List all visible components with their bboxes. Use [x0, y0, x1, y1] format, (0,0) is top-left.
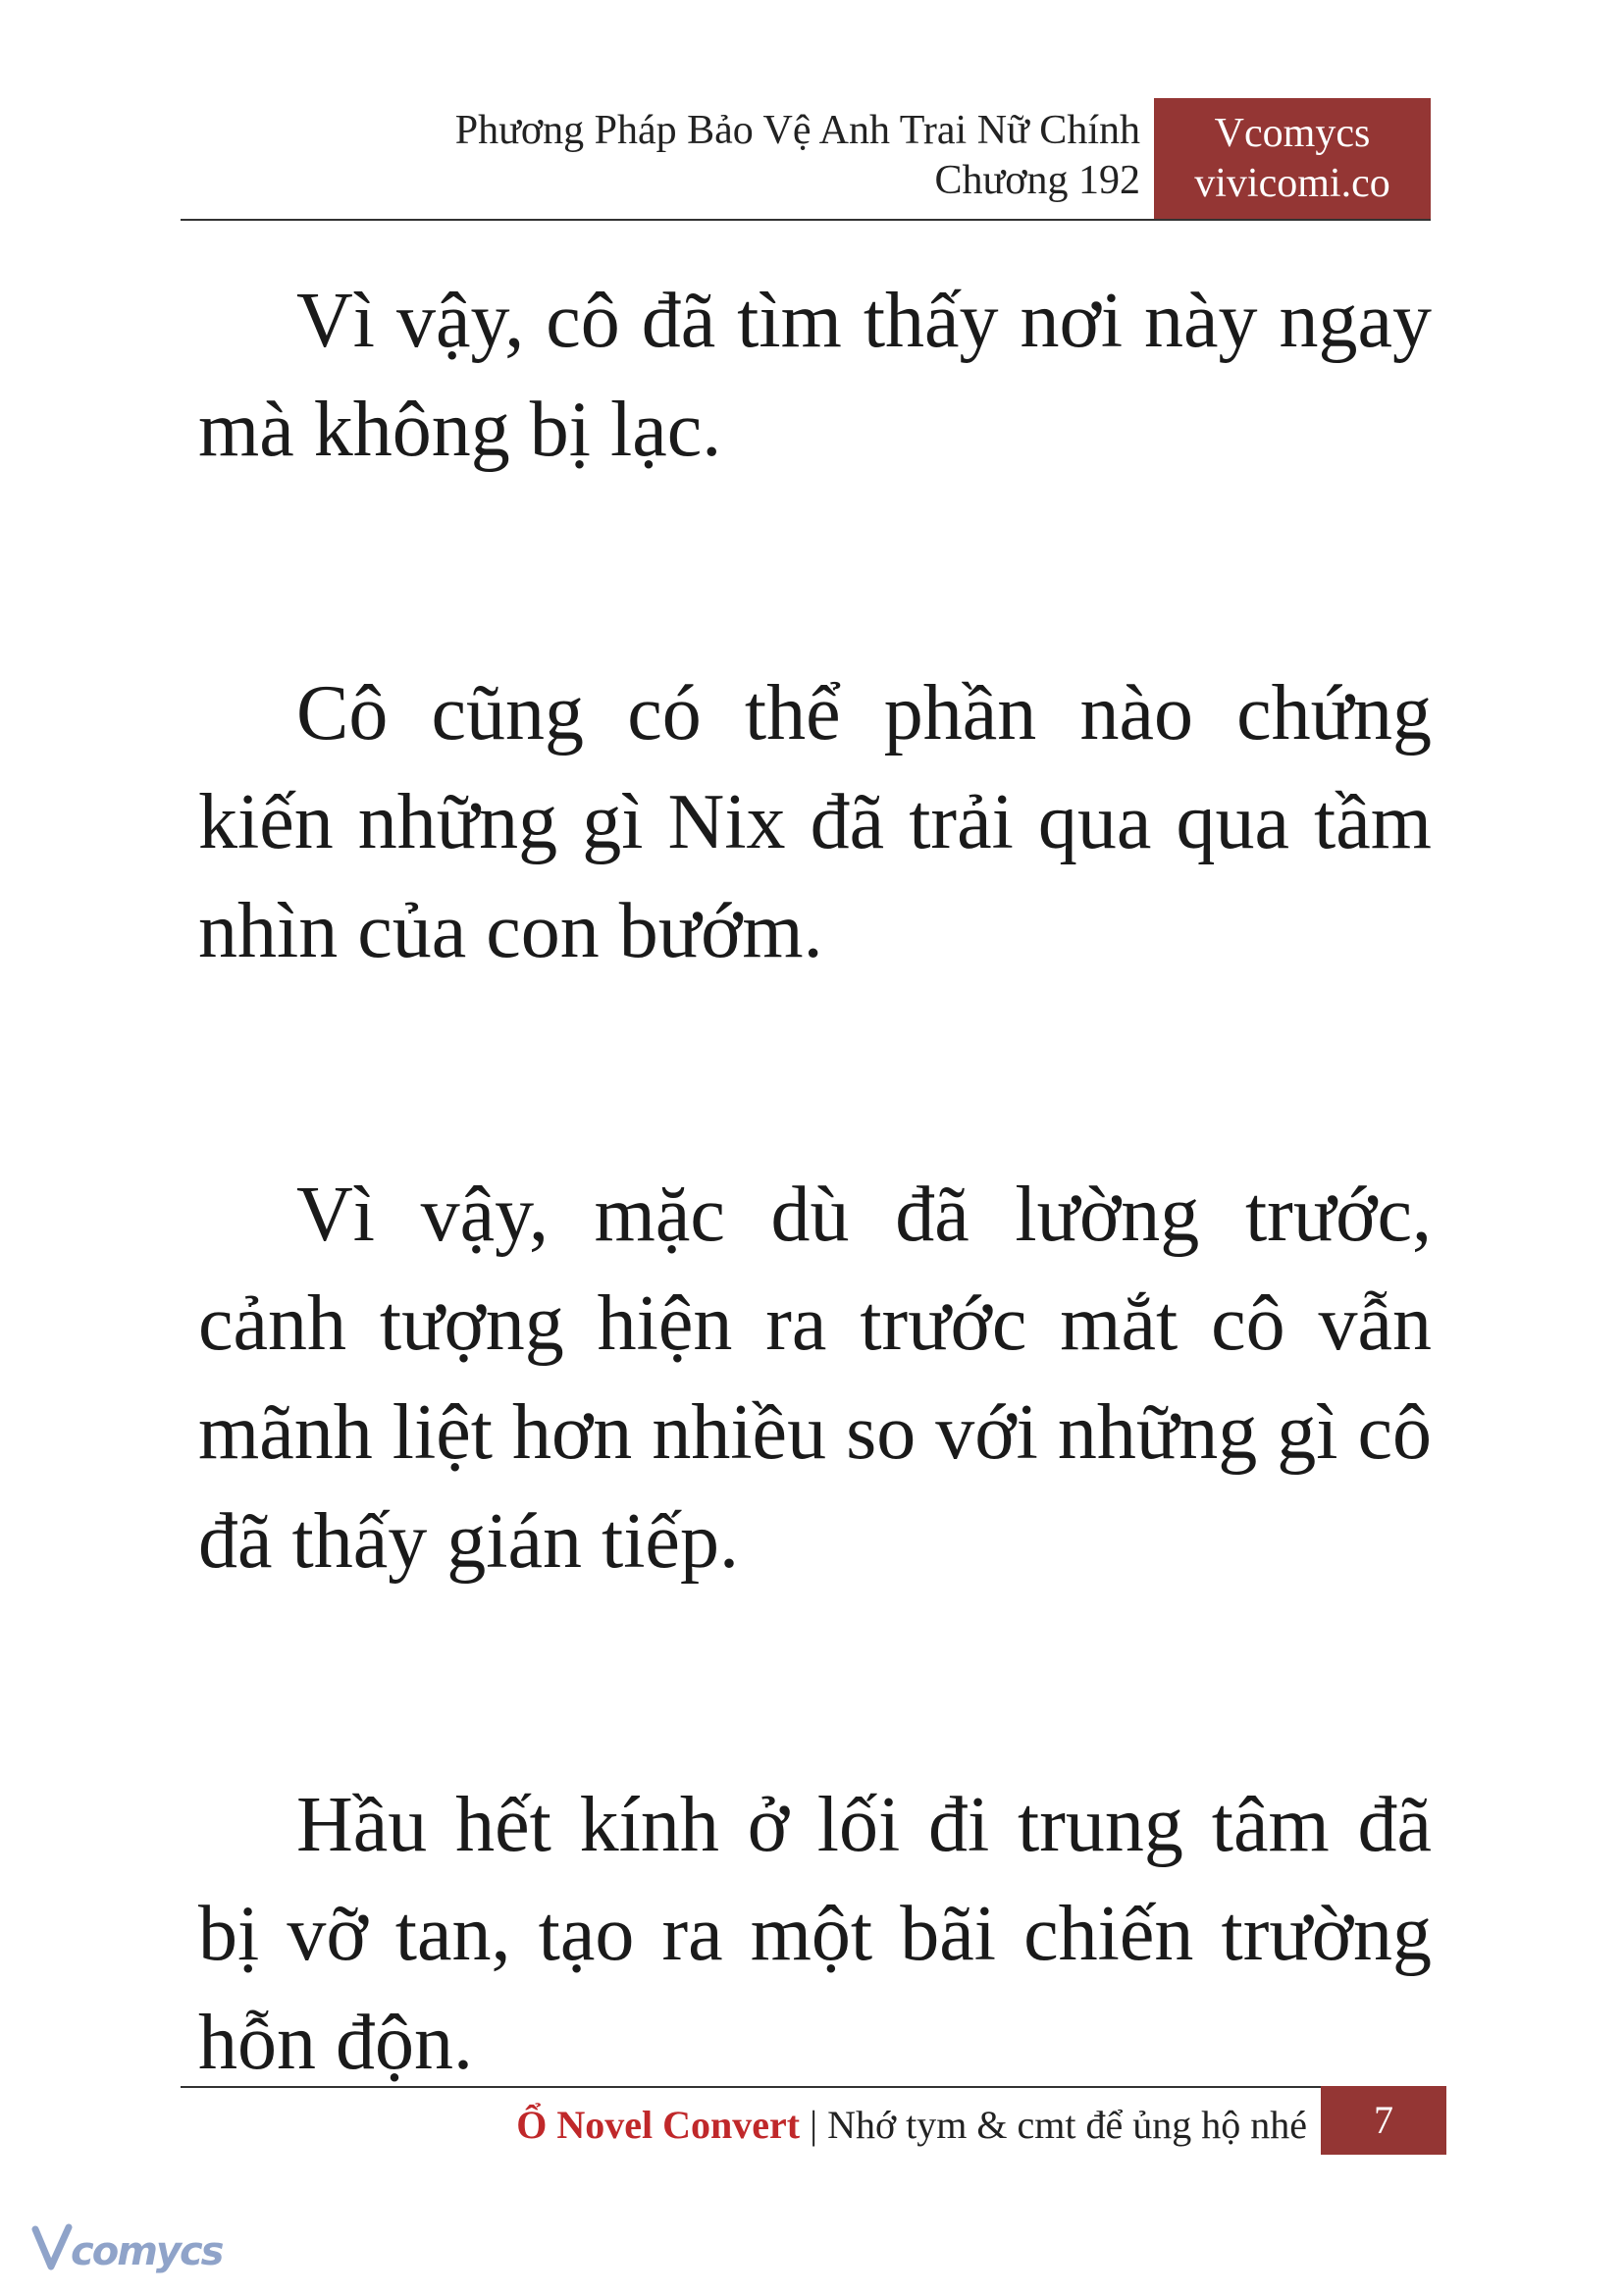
page-number: 7 [1321, 2086, 1446, 2155]
badge-site-url: vivicomi.co [1194, 161, 1390, 206]
footer-brand: Ổ Novel Convert [516, 2103, 801, 2147]
site-badge [1154, 98, 1431, 220]
paragraph-1: Vì vậy, cô đã tìm thấy nơi này ngay mà không bị lạc. [198, 278, 1432, 473]
watermark-logo-icon [29, 2219, 255, 2278]
vcomycs-watermark-logo [29, 2219, 255, 2278]
badge-site-name: Vcomycs [1214, 111, 1371, 156]
chapter-body [198, 267, 1432, 2098]
header-divider [181, 219, 1431, 221]
running-header [294, 106, 1140, 206]
chapter-label: Chương 192 [934, 158, 1140, 203]
paragraph-2: Cô cũng có thể phần nào chứng kiến những gì Nix đã trải qua qua tầm nhìn của con bướm. [198, 670, 1432, 974]
paragraph-3: Vì vậy, mặc dù đã lường trước, cảnh tượng hiện ra trước mắt cô vẫn mãnh liệt hơn nhiều so với những gì cô đã thấy gián tiếp. [198, 1172, 1432, 1585]
footer-separator: | [810, 2103, 818, 2147]
svg-text:comycs: comycs [71, 2229, 223, 2274]
footer-line [294, 2100, 1307, 2151]
footer-divider [181, 2086, 1446, 2088]
book-title: Phương Pháp Bảo Vệ Anh Trai Nữ Chính [454, 108, 1140, 153]
paragraph-4: Hầu hết kính ở lối đi trung tâm đã bị vỡ tan, tạo ra một bãi chiến trường hỗn độn. [198, 1782, 1432, 2086]
footer-message: Nhớ tym & cmt để ủng hộ nhé [827, 2103, 1307, 2147]
